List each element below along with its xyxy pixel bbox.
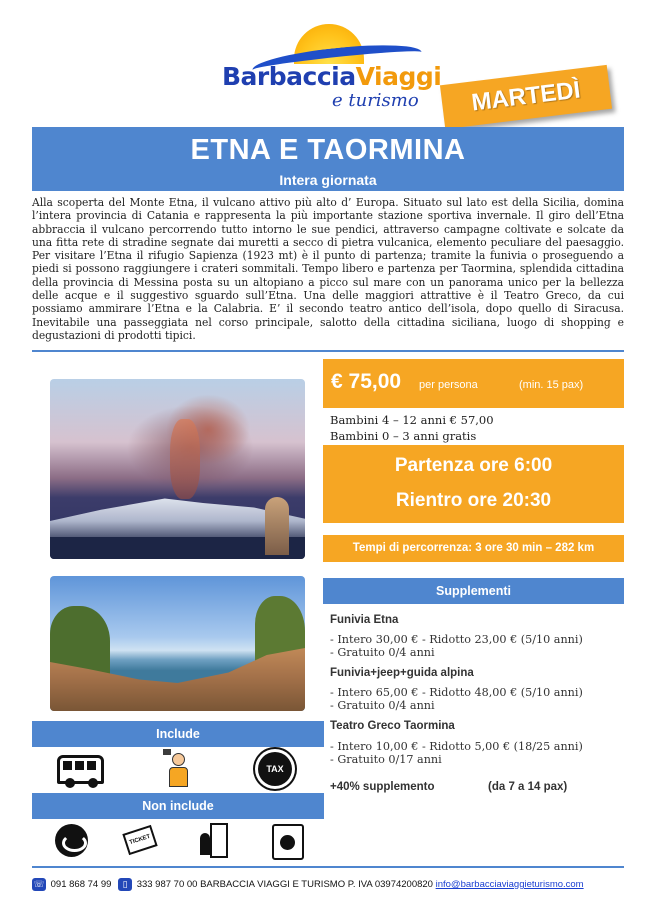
supplement-line: - Intero 10,00 € - Ridotto 5,00 € (18/25 anni) (330, 740, 583, 753)
non-include-heading: Non include (32, 793, 324, 819)
tour-description: Alla scoperta del Monte Etna, il vulcano attivo più alto d’ Europa. Situato sul lato est della Sicilia, domina l’intera provincia di Catania e rappresenta la più importante stazione sportiva invernale. Il giro dell’Etna abbraccia il vulcano percorrendo tutto intorno le sue pendici, attraverso campagne coltivate e solcate da una fitta rete di stradine segnate dai muretti a secco di pietra vulcanica, elemento peculiare del paesaggio. Per visitare l’Etna il rifugio Sapienza (1923 mt) è il punto di partenza; tramite la funivia o proseguendo a piedi si possono raggiungere i crateri sommitali. Tempo libero e partenza per Taormina, splendida cittadina della provincia di Messina posta su un altopiano a picco sul mare con un panorama unico per la bellezza delle acque e il suggestivo sguardo sull’Etna. Una delle maggiori attrattive è il Teatro Greco, da cui possiamo ammirare l’Etna e la Calabria. E’ il secondo teatro antico dell’isola, dopo quello di Siracusa. Inevitabile una passeggiata nel corso principale, salotto della cittadina siciliana, luogo di shopping e degustazioni di prodotti tipici. (32, 196, 624, 342)
price-amount: € 75,00 (331, 370, 402, 393)
day-badge: MARTEDÌ (440, 65, 612, 129)
tax-icon: TAX (258, 752, 292, 786)
price-per: per persona (419, 379, 478, 391)
supplement-line: - Gratuito 0/4 anni (330, 646, 435, 659)
supplement-title: Teatro Greco Taormina (330, 720, 455, 732)
price-min: (min. 15 pax) (519, 379, 584, 391)
supplement-title: Funivia+jeep+guida alpina (330, 667, 474, 679)
travel-time: Tempi di percorrenza: 3 ore 30 min – 282 km (323, 535, 624, 562)
supplement-title: Funivia Etna (330, 614, 399, 626)
tour-guide-icon (163, 749, 193, 789)
mobile-icon: ▯ (118, 878, 132, 891)
schedule-box (323, 445, 624, 523)
footer (32, 878, 632, 891)
supplement-line: - Intero 30,00 € - Ridotto 23,00 € (5/10 anni) (330, 633, 583, 646)
meal-icon (272, 824, 304, 860)
headset-icon (55, 824, 88, 857)
supplement-line: - Gratuito 0/4 anni (330, 699, 435, 712)
bus-icon (57, 755, 104, 784)
supplements-heading: Supplementi (323, 578, 624, 604)
exit-door-icon (200, 823, 230, 859)
kids-price-2: Bambini 0 – 3 anni gratis (330, 429, 477, 443)
footer-email-link[interactable]: info@barbacciaviaggieturismo.com (435, 879, 584, 891)
footer-company: BARBACCIA VIAGGI E TURISMO (200, 879, 346, 891)
phone-icon: ☏ (33, 879, 45, 889)
divider (32, 866, 624, 868)
footer-phone: 091 868 74 99 (50, 879, 112, 891)
return-time: Rientro ore 20:30 (395, 490, 552, 511)
tour-subtitle: Intera giornata (279, 172, 377, 188)
supplement-line: - Intero 65,00 € - Ridotto 48,00 € (5/10 anni) (330, 686, 583, 699)
footer-vat: P. IVA 03974200820 (347, 879, 433, 891)
supplement-line: - Gratuito 0/17 anni (330, 753, 442, 766)
kids-price-1: Bambini 4 – 12 anni € 57,00 (330, 413, 494, 427)
price-box (323, 359, 624, 408)
title-band (32, 127, 624, 191)
ticket-icon: TICKET (122, 825, 157, 855)
brand-tagline: e turismo (332, 90, 419, 111)
brand-logo (222, 20, 442, 111)
brand-name: BarbacciaViaggi (222, 62, 442, 91)
footer-mobile: 333 987 70 00 (136, 879, 198, 891)
divider (32, 350, 624, 352)
tour-title: ETNA E TAORMINA (190, 134, 466, 166)
include-heading: Include (32, 721, 324, 747)
group-supplement-range: (da 7 a 14 pax) (488, 781, 568, 793)
greek-theatre-photo (50, 576, 305, 711)
departure-time: Partenza ore 6:00 (394, 455, 553, 476)
etna-photo (50, 379, 305, 559)
group-supplement: +40% supplemento (330, 781, 435, 793)
